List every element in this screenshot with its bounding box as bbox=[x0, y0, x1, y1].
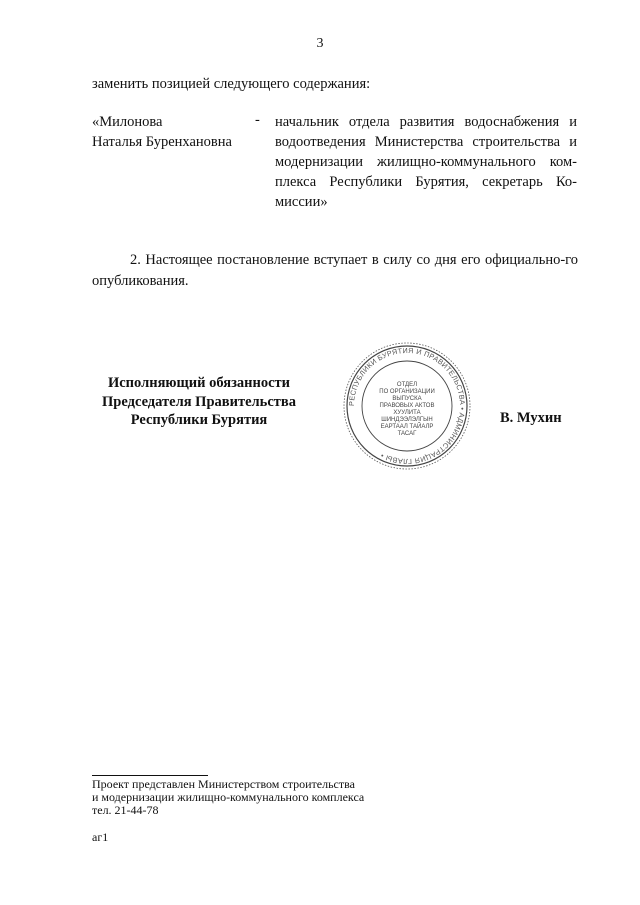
seal-line: ПО ОРГАНИЗАЦИИ bbox=[379, 389, 435, 395]
signatory-title bbox=[92, 374, 306, 430]
signatory-name: В. Мухин bbox=[500, 410, 562, 426]
person-name bbox=[92, 112, 232, 152]
person-name-line: «Милонова bbox=[92, 114, 163, 130]
intro-text: заменить позицией следующего содержания: bbox=[92, 76, 371, 92]
signatory-title-line: Республики Бурятия bbox=[130, 412, 268, 428]
footnote-line: тел. 21-44-78 bbox=[92, 803, 159, 817]
footnote-line: и модернизации жилищно-коммунального комплекса bbox=[92, 790, 365, 804]
footnote-rule bbox=[92, 775, 208, 776]
seal-ring-text: РЕСПУБЛИКИ БУРЯТИЯ И ПРАВИТЕЛЬСТВА • АДМИНИСТРАЦИЯ ГЛАВЫ • bbox=[346, 345, 468, 467]
paragraph-2: 2. Настоящее постановление вступает в силу со дня его официально-го опубликования. bbox=[92, 252, 578, 289]
seal-line: ШИНДЭЭЛЭЛГЫН bbox=[381, 417, 433, 423]
seal-line: ВЫПУСКА bbox=[392, 396, 422, 402]
official-seal bbox=[341, 342, 473, 470]
person-role bbox=[275, 112, 577, 212]
role-line: плекса Республики Бурятия, секретарь Ко- bbox=[275, 174, 577, 190]
person-name-line: Наталья Буренхановна bbox=[92, 134, 232, 150]
role-line: начальник отдела развития водоснабжения и bbox=[275, 114, 577, 130]
signatory-title-line: Председателя Правительства bbox=[102, 393, 296, 410]
role-line: водоотведения Министерства строительства и bbox=[275, 134, 577, 150]
seal-line: ХУУЛИТА bbox=[393, 410, 421, 416]
signatory-title-line: Исполняющий обязанности bbox=[107, 375, 291, 391]
role-line: модернизации жилищно-коммунального ком- bbox=[275, 154, 577, 170]
role-line: миссии» bbox=[275, 194, 328, 210]
seal-line: ПРАВОВЫХ АКТОВ bbox=[379, 403, 435, 409]
footnote-line: Проект представлен Министерством строительства bbox=[92, 777, 355, 791]
page-number: 3 bbox=[316, 36, 324, 51]
entry-dash: - bbox=[255, 112, 260, 128]
seal-line: ЕАРТААЛ ТАЙАЛР bbox=[380, 424, 434, 430]
footnote bbox=[92, 778, 364, 817]
seal-line: ОТДЕЛ bbox=[396, 382, 418, 388]
seal-line: ТАСАГ bbox=[397, 431, 417, 437]
document-code: аг1 bbox=[92, 830, 109, 844]
